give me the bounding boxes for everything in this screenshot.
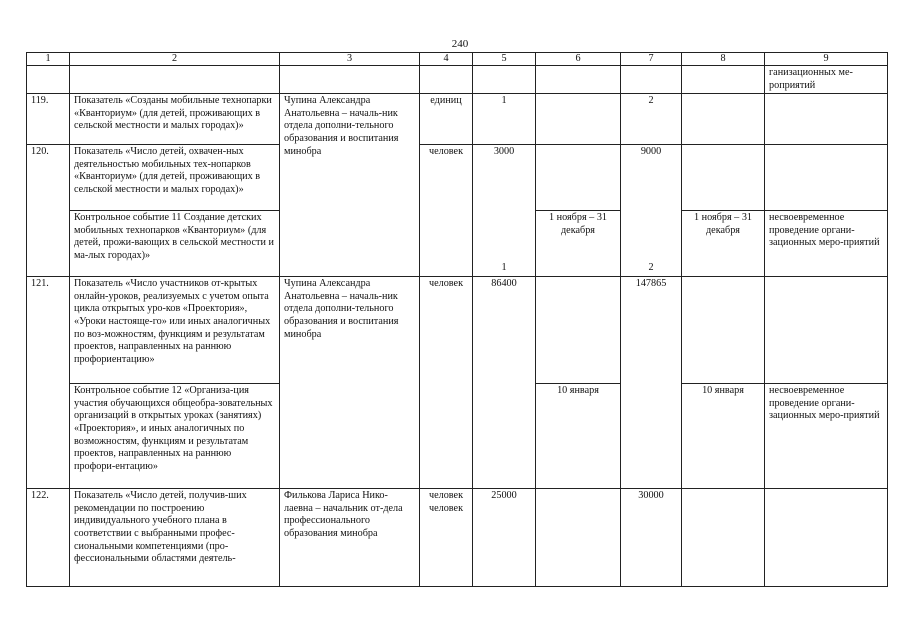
target-value: 2 bbox=[621, 94, 682, 145]
risk-cell: ганизационных ме-роприятий bbox=[765, 66, 888, 94]
indicator-description: Показатель «Число детей, получив-ших рекомендации по построению индивидуального учебного плана в соответствии с выбранными профес-сиональными компетенциями (про-фессиональными областями деятель- bbox=[70, 489, 280, 587]
responsible-person: Чупина Александра Анатольевна – началь-ник отдела дополни-тельного образования и воспитания минобра bbox=[280, 94, 420, 277]
column-number: 1 bbox=[27, 53, 70, 66]
target-value-event: 2 bbox=[648, 261, 654, 273]
base-value: 25000 bbox=[473, 489, 536, 587]
column-number: 5 bbox=[473, 53, 536, 66]
column-number: 3 bbox=[280, 53, 420, 66]
base-value: 3000 bbox=[493, 146, 515, 158]
column-number: 6 bbox=[536, 53, 621, 66]
table-row-continuation bbox=[27, 66, 888, 94]
row-number: 121. bbox=[27, 277, 70, 489]
end-date: 1 ноября – 31 декабря bbox=[682, 211, 765, 277]
base-value-event: 1 bbox=[501, 261, 507, 273]
indicator-description: Показатель «Созданы мобильные технопарки «Кванториум» (для детей, проживающих в сельской местности и малых городах)» bbox=[70, 94, 280, 145]
row-number: 119. bbox=[27, 94, 70, 145]
indicator-description: Показатель «Число детей, охвачен-ных деятельностью мобильных тех-нопарков «Кванториум» (для детей, проживающих в сельской местности и малых городах)» bbox=[70, 145, 280, 211]
table-row bbox=[27, 489, 888, 587]
responsible-person: Филькова Лариса Нико-лаевна – начальник от-дела профессионального образования минобра bbox=[280, 489, 420, 587]
unit-cell: человек человек bbox=[420, 489, 473, 587]
table-row bbox=[27, 94, 888, 145]
column-number: 8 bbox=[682, 53, 765, 66]
responsible-person: Чупина Александра Анатольевна – началь-ник отдела дополни-тельного образования и воспитания минобра bbox=[280, 277, 420, 489]
target-value: 30000 bbox=[621, 489, 682, 587]
start-date: 1 ноября – 31 декабря bbox=[536, 211, 621, 277]
indicator-description: Показатель «Число участников от-крытых онлайн-уроков, реализуемых с учетом опыта цикла открытых уро-ков «Проектория», «Уроки настояще-го» или иных аналогичных по воз-можностям, функциям и результатам проектов, направленных на раннюю профориентацию» bbox=[70, 277, 280, 384]
column-number: 7 bbox=[621, 53, 682, 66]
row-number: 120. bbox=[27, 145, 70, 277]
risk-cell: несвоевременное проведение органи-зационных меро-приятий bbox=[765, 211, 888, 277]
column-number: 4 bbox=[420, 53, 473, 66]
risk-cell: несвоевременное проведение органи-зационных меро-приятий bbox=[765, 384, 888, 489]
control-event-description: Контрольное событие 11 Создание детских мобильных технопарков «Кванториум» (для детей, прожи-вающих в сельской местности и ма-лых городах)» bbox=[70, 211, 280, 277]
base-value-cell bbox=[473, 145, 536, 277]
table-row bbox=[27, 277, 888, 384]
plan-table bbox=[26, 52, 888, 587]
unit-cell: единиц bbox=[420, 94, 473, 145]
end-date: 10 января bbox=[682, 384, 765, 489]
start-date: 10 января bbox=[536, 384, 621, 489]
unit-cell: человек bbox=[420, 277, 473, 489]
row-number: 122. bbox=[27, 489, 70, 587]
column-number: 9 bbox=[765, 53, 888, 66]
unit-cell: человек bbox=[420, 145, 473, 277]
page-number: 240 bbox=[451, 38, 469, 50]
control-event-description: Контрольное событие 12 «Организа-ция участия обучающихся общеобра-зовательных организаций в открытых уроках (занятиях) «Проектория», и иных аналогичных по возможностям, функциям и результатам проектов, направленных на раннюю профори-ентацию» bbox=[70, 384, 280, 489]
column-number-row bbox=[27, 53, 888, 66]
target-value-cell bbox=[621, 145, 682, 277]
table-row bbox=[27, 145, 888, 211]
target-value: 9000 bbox=[640, 146, 662, 158]
target-value: 147865 bbox=[621, 277, 682, 489]
base-value: 1 bbox=[473, 94, 536, 145]
column-number: 2 bbox=[70, 53, 280, 66]
base-value: 86400 bbox=[473, 277, 536, 489]
